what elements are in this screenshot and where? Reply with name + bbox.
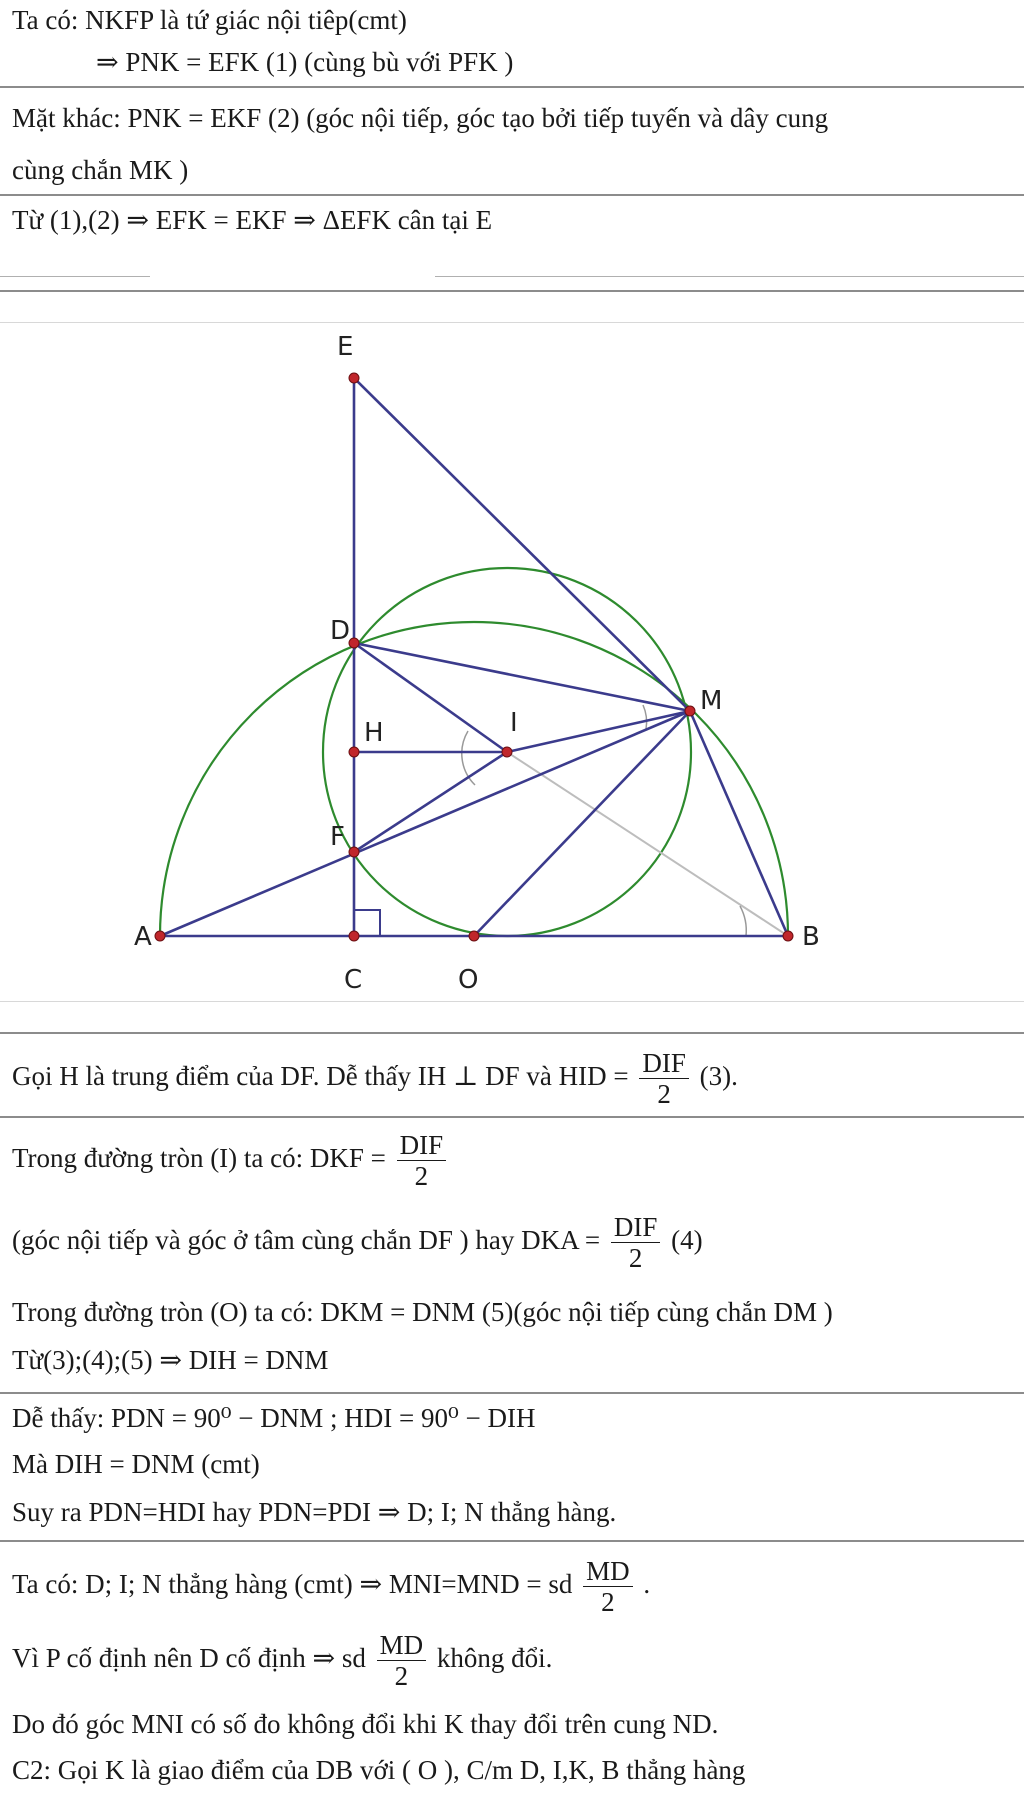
- segment-em: [354, 378, 690, 711]
- point-e: [349, 373, 359, 383]
- fraction-denominator: 2: [394, 1661, 409, 1692]
- text-line: Trong đường tròn (O) ta có: DKM = DNM (5)(góc nội tiếp cùng chắn DM ): [12, 1297, 833, 1327]
- fraction-denominator: 2: [657, 1079, 671, 1110]
- text-line: Ta có: NKFP là tứ giác nội tiêp(cmt): [12, 5, 407, 35]
- fraction-numerator: DIF: [639, 1048, 689, 1079]
- divider: [0, 1540, 1024, 1542]
- geometry-figure: [0, 322, 1024, 1002]
- text-line: cùng chắn MK ): [12, 155, 189, 185]
- text-fragment: (4): [671, 1225, 703, 1255]
- fraction-denominator: 2: [628, 1243, 643, 1274]
- label-a: A: [134, 922, 152, 952]
- segment-dm: [354, 643, 690, 711]
- divider: [0, 1392, 1024, 1394]
- text-line: Mà DIH = DNM (cmt): [12, 1449, 260, 1479]
- text-line: Suy ra PDN=HDI hay PDN=PDI ⇒ D; I; N thẳng hàng.: [12, 1497, 617, 1527]
- points: [155, 373, 793, 941]
- fraction: [611, 1212, 661, 1273]
- text-line: [12, 1548, 650, 1620]
- text-fragment: Gọi H là trung điểm của DF. Dễ thấy IH ⊥ DF và HID =: [12, 1061, 629, 1091]
- fraction-numerator: DIF: [611, 1212, 661, 1243]
- divider: [0, 276, 150, 277]
- fraction: [583, 1556, 633, 1617]
- angle-mark-b: [740, 906, 746, 936]
- text-fragment: Vì P cố định nên D cố định ⇒ sd: [12, 1643, 366, 1673]
- point-c: [349, 931, 359, 941]
- fraction-numerator: DIF: [397, 1130, 447, 1161]
- label-m: M: [700, 686, 723, 716]
- segments: [160, 378, 788, 936]
- point-a: [155, 931, 165, 941]
- text-line: Từ (1),(2) ⇒ EFK = EKF ⇒ ΔEFK cân tại E: [12, 205, 493, 235]
- label-h: H: [364, 718, 384, 748]
- point-i: [502, 747, 512, 757]
- point-m: [685, 706, 695, 716]
- fraction: [639, 1048, 689, 1109]
- text-fragment: (góc nội tiếp và góc ở tâm cùng chắn DF ) hay DKA =: [12, 1225, 601, 1255]
- label-f: F: [330, 822, 345, 852]
- divider: [0, 194, 1024, 196]
- segment-mb: [690, 711, 788, 936]
- text-line: [12, 1622, 552, 1694]
- point-f: [349, 847, 359, 857]
- text-line: Mặt khác: PNK = EKF (2) (góc nội tiếp, góc tạo bởi tiếp tuyến và dây cung: [12, 103, 829, 133]
- fraction-numerator: MD: [583, 1556, 633, 1587]
- label-d: D: [330, 616, 351, 646]
- fraction-denominator: 2: [601, 1587, 615, 1618]
- text-fragment: (3).: [699, 1061, 738, 1091]
- text-line: C2: Gọi K là giao điểm của DB với ( O ), C/m D, I,K, B thẳng hàng: [12, 1755, 746, 1785]
- divider: [0, 290, 1024, 292]
- divider: [0, 86, 1024, 88]
- angle-mark-m: [643, 705, 647, 729]
- circle-o-arc: [160, 622, 788, 936]
- text-fragment: Ta có: D; I; N thẳng hàng (cmt) ⇒ MNI=MND = sd: [12, 1569, 573, 1599]
- text-fragment: Trong đường tròn (I) ta có: DKF =: [12, 1143, 386, 1173]
- label-o: O: [458, 965, 479, 995]
- segment-om: [474, 711, 690, 936]
- right-angle-mark: [354, 910, 380, 936]
- point-d: [349, 638, 359, 648]
- text-fragment: không đổi.: [436, 1643, 553, 1673]
- fraction: [397, 1130, 447, 1191]
- label-b: B: [802, 922, 820, 952]
- divider: [435, 276, 1024, 277]
- point-b: [783, 931, 793, 941]
- text-line: Dễ thấy: PDN = 90⁰ − DNM ; HDI = 90⁰ − DIH: [12, 1403, 536, 1433]
- fraction-numerator: MD: [377, 1630, 427, 1661]
- text-line: [12, 1122, 450, 1194]
- point-o: [469, 931, 479, 941]
- text-fragment: .: [643, 1569, 651, 1599]
- segment-im: [507, 711, 690, 752]
- text-line: ⇒ PNK = EFK (1) (cùng bù với PFK ): [96, 47, 514, 77]
- segment-fi: [354, 752, 507, 852]
- text-line: [12, 1040, 738, 1112]
- divider: [0, 1032, 1024, 1034]
- label-c: C: [344, 965, 363, 995]
- divider: [0, 1116, 1024, 1118]
- text-line: Do đó góc MNI có số đo không đổi khi K thay đổi trên cung ND.: [12, 1709, 719, 1739]
- label-i: I: [510, 708, 518, 738]
- geometry-diagram: [0, 323, 1024, 1001]
- text-line: Từ(3);(4);(5) ⇒ DIH = DNM: [12, 1345, 329, 1375]
- point-h: [349, 747, 359, 757]
- text-line: [12, 1204, 703, 1276]
- fraction-denominator: 2: [414, 1161, 429, 1192]
- label-e: E: [337, 332, 354, 362]
- fraction: [377, 1630, 427, 1691]
- segment-am: [160, 711, 690, 936]
